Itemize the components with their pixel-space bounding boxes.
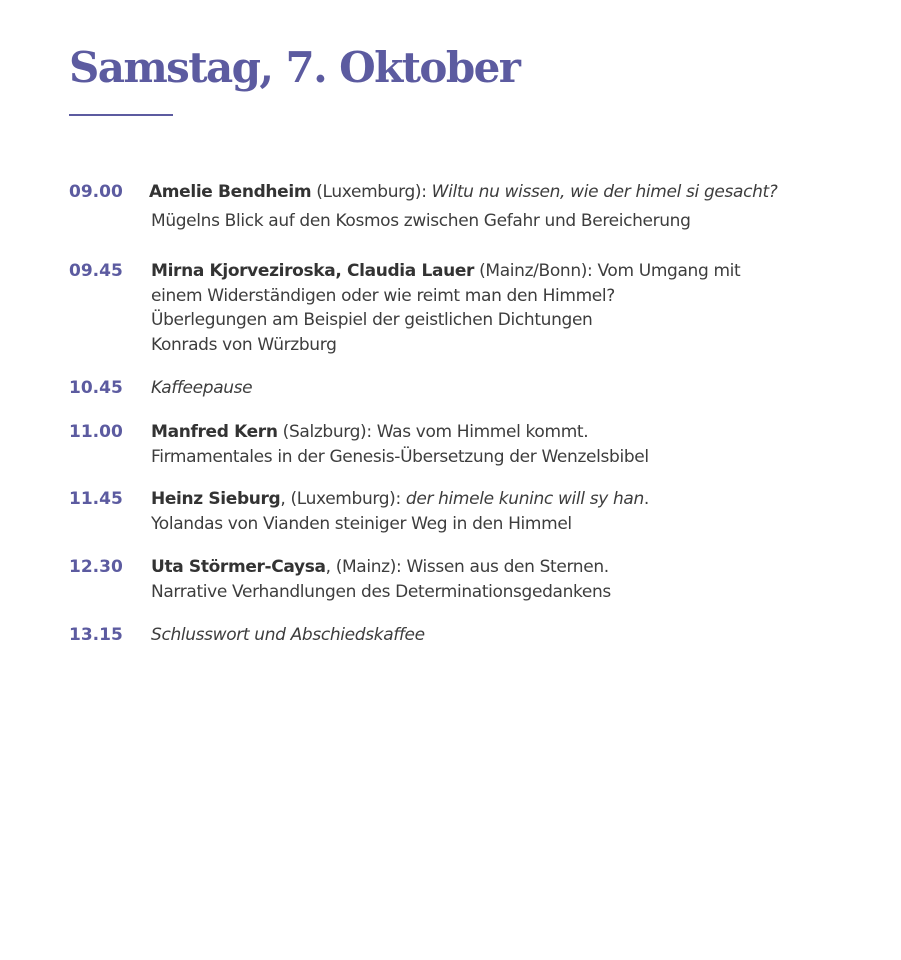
entry-body bbox=[151, 259, 896, 357]
entry-time: 09.00 bbox=[69, 182, 123, 202]
heading-underline bbox=[69, 114, 173, 116]
speaker-name: Mirna Kjorveziroska, Claudia Lauer bbox=[151, 261, 475, 281]
speaker-name: Heinz Sieburg bbox=[151, 489, 281, 509]
speaker-affiliation: , (Mainz): Wissen aus den Sternen. bbox=[325, 557, 609, 577]
entry-body bbox=[151, 420, 896, 469]
entry-body bbox=[151, 487, 896, 536]
entry-body bbox=[151, 623, 896, 648]
title-period: . bbox=[643, 489, 649, 509]
entry-line-1 bbox=[151, 555, 896, 580]
entry-time: 11.45 bbox=[69, 489, 123, 509]
entry-time: 13.15 bbox=[69, 625, 123, 645]
entry-line-4: Konrads von Würzburg bbox=[151, 334, 337, 355]
entry-line-2: einem Widerständigen oder wie reimt man den Himmel? bbox=[151, 285, 615, 306]
entry-line-1 bbox=[151, 259, 896, 284]
entry-body bbox=[149, 180, 894, 233]
entry-time: 11.00 bbox=[69, 422, 123, 442]
entry-body bbox=[151, 555, 896, 604]
entry-line-3: Überlegungen am Beispiel der geistlichen Dichtungen bbox=[151, 310, 593, 330]
break-label: Kaffeepause bbox=[151, 378, 253, 398]
speaker-name: Amelie Bendheim bbox=[149, 182, 312, 202]
entry-line-1 bbox=[151, 487, 896, 512]
day-heading: Samstag, 7. Oktober bbox=[69, 43, 520, 92]
speaker-name: Manfred Kern bbox=[151, 422, 278, 442]
entry-line-2: Firmamentales in der Genesis-Übersetzung der Wenzelsbibel bbox=[151, 446, 649, 467]
entry-body bbox=[151, 376, 896, 401]
entry-time: 12.30 bbox=[69, 557, 123, 577]
speaker-affiliation: (Luxemburg): bbox=[316, 182, 427, 202]
entry-line-1 bbox=[151, 420, 896, 445]
entry-line-2: Mügelns Blick auf den Kosmos zwischen Gefahr und Bereicherung bbox=[151, 210, 691, 231]
entry-line-2: Yolandas von Vianden steiniger Weg in den Himmel bbox=[151, 513, 572, 534]
entry-line-2: Narrative Verhandlungen des Determinationsgedankens bbox=[151, 581, 611, 602]
speaker-name: Uta Störmer-Caysa bbox=[151, 557, 326, 577]
entry-time: 09.45 bbox=[69, 261, 123, 281]
closing-label: Schlusswort und Abschiedskaffee bbox=[151, 625, 425, 645]
entry-time: 10.45 bbox=[69, 378, 123, 398]
speaker-affiliation: (Mainz/Bonn): Vom Umgang mit bbox=[479, 261, 741, 281]
talk-title-italic: der himele kuninc will sy han bbox=[405, 489, 644, 509]
entry-line-1 bbox=[149, 180, 894, 205]
speaker-affiliation: (Salzburg): Was vom Himmel kommt. bbox=[282, 422, 589, 442]
talk-title-italic: Wiltu nu wissen, wie der himel si gesacht? bbox=[431, 182, 778, 202]
speaker-affiliation: , (Luxemburg): bbox=[280, 489, 401, 509]
